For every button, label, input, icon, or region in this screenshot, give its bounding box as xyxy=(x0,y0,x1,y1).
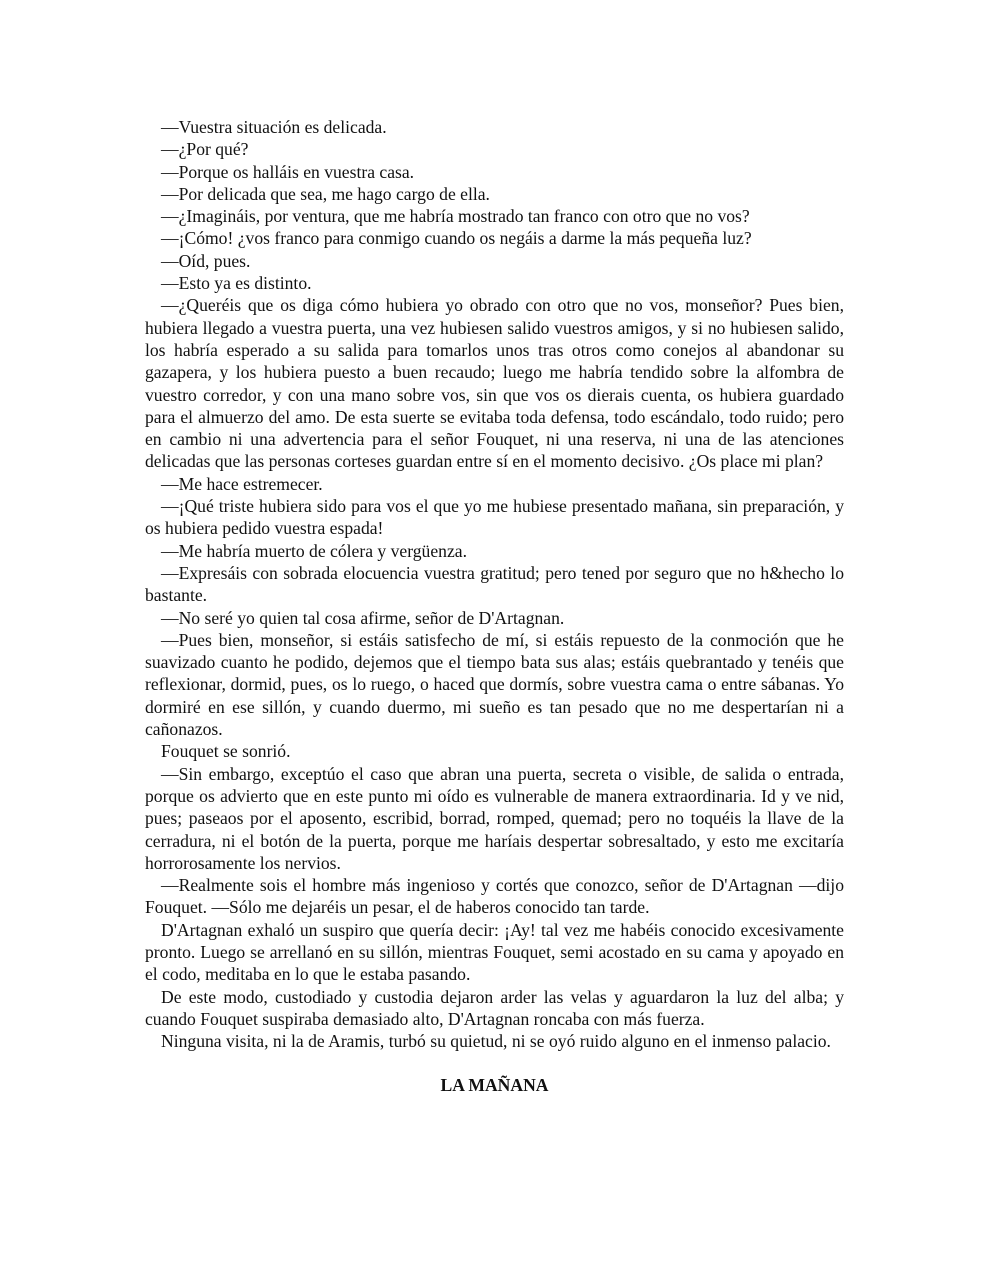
paragraph: —Me habría muerto de cólera y vergüenza. xyxy=(161,540,467,561)
chapter-title: LA MAÑANA xyxy=(440,1075,549,1096)
paragraph: Ninguna visita, ni la de Aramis, turbó su quietud, ni se oyó ruido alguno en el inmenso palacio. xyxy=(161,1031,831,1052)
paragraph: —Pues bien, monseñor, si estáis satisfecho de mí, si estáis repuesto de la conmoción que he suavizado cuanto he podido, dejemos que el tiempo bata sus alas; estáis quebrantado y tenéis que reflexionar, dormid, pues, os lo ruego, o haced que dormís, sobre vuestra cama o entre sábanas. Yo dormiré en ese sillón, y cuando duermo, mi sueño es tan pesado que no me despertarían ni a cañonazos. xyxy=(145,629,844,740)
paragraph: —No seré yo quien tal cosa afirme, señor de D'Artagnan. xyxy=(161,607,565,628)
paragraph: —Por delicada que sea, me hago cargo de ella. xyxy=(161,183,490,204)
document-page xyxy=(145,116,844,1097)
paragraph: —Vuestra situación es delicada. xyxy=(161,117,387,137)
paragraph: De este modo, custodiado y custodia dejaron arder las velas y aguardaron la luz del alba; y cuando Fouquet suspiraba demasiado alto, D'Artagnan roncaba con más fuerza. xyxy=(145,986,844,1029)
paragraph: —¿Imagináis, por ventura, que me habría mostrado tan franco con otro que no vos? xyxy=(161,206,750,227)
paragraph: —Porque os halláis en vuestra casa. xyxy=(161,161,415,182)
paragraph: Fouquet se sonrió. xyxy=(161,741,291,762)
paragraph: —¡Qué triste hubiera sido para vos el que yo me hubiese presentado mañana, sin preparación, y os hubiera pedido vuestra espada! xyxy=(145,496,844,539)
paragraph: —Sin embargo, exceptúo el caso que abran una puerta, secreta o visible, de salida o entrada, porque os advierto que en este punto mi oído es vulnerable de manera extraordinaria. Id y ve nid, pues; paseaos por el aposento, escribid, borrad, romped, quemad; pero no toquéis la llave de la cerradura, ni el botón de la puerta, porque me haríais despertar sobresaltado, y esto me excitaría horrorosamente los nervios. xyxy=(145,763,844,873)
paragraph: —Expresáis con sobrada elocuencia vuestra gratitud; pero tened por seguro que no h&hecho lo bastante. xyxy=(145,562,844,606)
paragraph: —¡Cómo! ¿vos franco para conmigo cuando os negáis a darme la más pequeña luz? xyxy=(161,228,752,249)
paragraph: —¿Por qué? xyxy=(161,139,249,160)
paragraph: —Realmente sois el hombre más ingenioso y cortés que conozco, señor de D'Artagnan —dijo Fouquet. —Sólo me dejaréis un pesar, el de haberos conocido tan tarde. xyxy=(145,875,844,918)
paragraph: —¿Queréis que os diga cómo hubiera yo obrado con otro que no vos, monseñor? Pues bien, hubiera llegado a vuestra puerta, una vez hubiesen salido vuestros amigos, y si no hubiesen salido, los habría esperado a su salida para tomarlos unos tras otros como conejos al abandonar su gazapera, y los hubiera puesto a buen recaudo; luego me habría tendido sobre la alfombra de vuestro corredor, y con una mano sobre vos, sin que vos os dierais cuenta, os hubiera guardado para el almuerzo del amo. De esta suerte se evitaba toda defensa, todo escándalo, todo ruido; pero en cambio ni una advertencia para el señor Fouquet, ni una reserva, ni una de las atenciones delicadas que las personas corteses guardan entre sí en el momento decisivo. ¿Os place mi plan? xyxy=(145,295,844,472)
paragraph: —Esto ya es distinto. xyxy=(161,273,312,294)
paragraph: —Me hace estremecer. xyxy=(161,473,323,494)
paragraph: D'Artagnan exhaló un suspiro que quería decir: ¡Ay! tal vez me habéis conocido excesivamente pronto. Luego se arrellanó en su sillón, mientras Fouquet, semi acostado en su cama y apoyado en el codo, meditaba en lo que le estaba pasando. xyxy=(145,919,844,985)
paragraph: —Oíd, pues. xyxy=(161,250,251,271)
